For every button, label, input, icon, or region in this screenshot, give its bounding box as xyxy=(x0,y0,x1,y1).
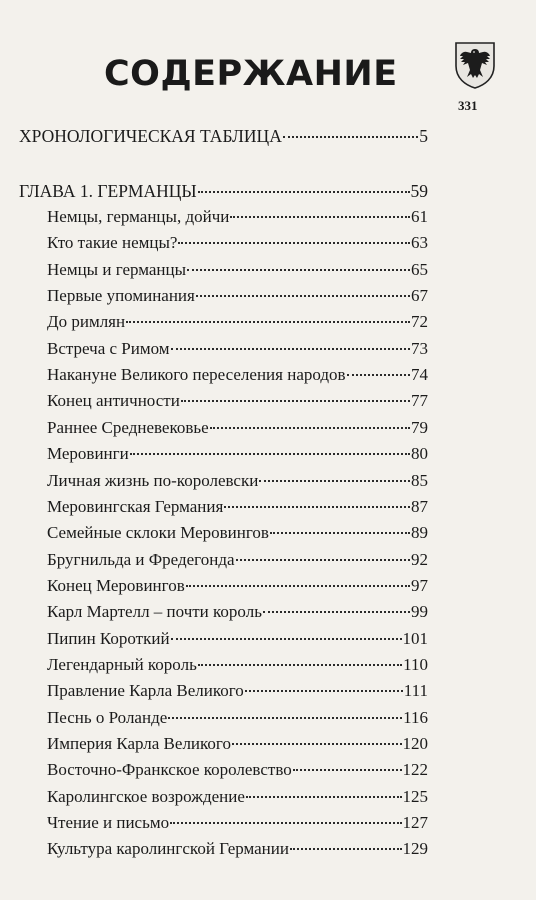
toc-chapter-row xyxy=(19,126,428,146)
toc-entry-row xyxy=(47,523,428,543)
toc-page-number: 73 xyxy=(411,338,428,358)
toc-entry-title: Меровингская Германия xyxy=(47,496,224,516)
toc-page-number: 111 xyxy=(403,681,428,701)
dot-leader xyxy=(130,453,410,455)
toc-page-number: 59 xyxy=(410,181,428,201)
dot-leader xyxy=(224,506,410,508)
dot-leader xyxy=(347,374,410,376)
dot-leader xyxy=(170,822,401,824)
toc-entry-title: Империя Карла Великого xyxy=(47,734,231,753)
toc-entry-title: Правление Карла Великого xyxy=(47,681,244,701)
toc-page-number: 92 xyxy=(411,549,428,569)
toc-entry-row xyxy=(47,286,428,306)
toc-entry-title: Восточно-Франкское королевство xyxy=(47,760,292,780)
toc-entry-row xyxy=(47,339,428,359)
toc-page-number: 125 xyxy=(402,786,428,806)
dot-leader xyxy=(171,638,402,640)
toc-entry-row xyxy=(47,787,428,807)
toc-entry-title: Карл Мартелл – почти король xyxy=(47,602,262,622)
toc-page-number: 99 xyxy=(411,602,428,622)
toc-page-number: 85 xyxy=(411,470,428,490)
dot-leader xyxy=(181,400,410,402)
toc-page-number: 122 xyxy=(402,760,428,780)
toc-page-number: 61 xyxy=(411,207,428,226)
toc-entry-title: ГЛАВА 1. ГЕРМАНЦЫ xyxy=(19,181,197,201)
toc-page-number: 89 xyxy=(411,523,428,543)
toc-entry-row xyxy=(47,813,428,833)
toc-entry-row xyxy=(47,602,428,622)
dot-leader xyxy=(259,480,410,482)
toc-entry-row xyxy=(47,655,428,675)
toc-entry-title: Бругнильда и Фредегонда xyxy=(47,549,235,569)
dot-leader xyxy=(246,796,402,798)
toc-entry-row xyxy=(47,207,428,227)
toc-page-number: 67 xyxy=(411,286,428,306)
toc-entry-row xyxy=(47,760,428,780)
dot-leader xyxy=(186,585,410,587)
toc-page-number: 79 xyxy=(411,417,428,437)
toc-page-number: 127 xyxy=(402,813,428,833)
toc-entry-row xyxy=(47,391,428,411)
toc-entry-row xyxy=(47,629,428,649)
toc-entry-row xyxy=(47,708,428,728)
dot-leader xyxy=(270,532,410,534)
toc-page-number: 80 xyxy=(411,444,428,464)
toc-entry-title: Кто такие немцы? xyxy=(47,233,178,253)
toc-entry-title: Первые упоминания xyxy=(47,286,195,306)
toc-page-number: 5 xyxy=(419,126,428,146)
toc-entry-row xyxy=(47,233,428,253)
dot-leader xyxy=(263,611,410,613)
dot-leader xyxy=(245,690,403,692)
toc-entry-title: Чтение и письмо xyxy=(47,813,170,833)
dot-leader xyxy=(283,136,418,138)
toc-page-number: 101 xyxy=(402,628,428,648)
toc-entry-title: Меровинги xyxy=(47,444,129,464)
toc-entry-title: Встреча с Римом xyxy=(47,338,170,358)
toc-entry-row xyxy=(47,734,428,754)
toc-chapter-row xyxy=(19,181,428,201)
toc-page-number: 87 xyxy=(411,496,428,516)
toc-entry-title: Пипин Короткий xyxy=(47,628,170,648)
toc-entry-title: Песнь о Роланде xyxy=(47,707,168,727)
dot-leader xyxy=(232,743,402,745)
toc-page-number: 74 xyxy=(411,365,428,385)
dot-leader xyxy=(198,664,402,666)
toc-entry-row xyxy=(47,444,428,464)
dot-leader xyxy=(236,559,410,561)
toc-page-number: 116 xyxy=(403,707,428,727)
toc-entry-title: Личная жизнь по-королевски xyxy=(47,470,259,490)
toc-entry-title: До римлян xyxy=(47,312,126,332)
toc-entry-title: ХРОНОЛОГИЧЕСКАЯ ТАБЛИЦА xyxy=(19,126,282,146)
toc-entry-title: Конец античности xyxy=(47,391,180,411)
toc-entry-title: Немцы, германцы, дойчи xyxy=(47,207,230,226)
dot-leader xyxy=(171,348,410,350)
dot-leader xyxy=(198,191,410,193)
dot-leader xyxy=(178,242,410,244)
toc-entry-row xyxy=(47,471,428,491)
toc-page-number: 63 xyxy=(411,233,428,253)
dot-leader xyxy=(196,295,410,297)
toc-page-number: 97 xyxy=(411,575,428,595)
dot-leader xyxy=(293,769,402,771)
toc-entry-title: Каролингское возрождение xyxy=(47,786,245,806)
toc-entry-title: Раннее Средневековье xyxy=(47,417,209,437)
toc-entry-row xyxy=(47,312,428,332)
toc-entry-row xyxy=(47,839,428,859)
toc-entry-row xyxy=(47,550,428,570)
dot-leader xyxy=(168,717,402,719)
toc-entry-row xyxy=(47,365,428,385)
page-title: СОДЕРЖАНИЕ xyxy=(104,54,398,94)
toc-entry-row xyxy=(47,576,428,596)
dot-leader xyxy=(126,321,410,323)
toc-entry-row xyxy=(47,418,428,438)
toc-page-number: 72 xyxy=(411,312,428,332)
dot-leader xyxy=(187,269,410,271)
toc-page-number: 65 xyxy=(411,259,428,279)
toc-entry-title: Семейные склоки Меровингов xyxy=(47,523,269,543)
dot-leader xyxy=(210,427,410,429)
dot-leader xyxy=(230,216,410,218)
toc-entry-row xyxy=(47,260,428,280)
toc-entry-row xyxy=(47,681,428,701)
toc-entry-title: Легендарный король xyxy=(47,654,197,674)
toc-page-number: 129 xyxy=(402,839,428,859)
page-number: 331 xyxy=(458,98,478,113)
toc-page-number: 77 xyxy=(411,391,428,411)
toc-entry-title: Культура каролингской Германии xyxy=(47,839,289,859)
toc-entry-row xyxy=(47,497,428,517)
dot-leader xyxy=(290,848,402,850)
toc-entry-title: Накануне Великого переселения народов xyxy=(47,365,346,385)
toc-entry-title: Конец Меровингов xyxy=(47,575,185,595)
toc-entry-title: Немцы и германцы xyxy=(47,259,187,279)
toc-page-number: 110 xyxy=(403,654,428,674)
toc-page-number: 120 xyxy=(402,734,428,753)
